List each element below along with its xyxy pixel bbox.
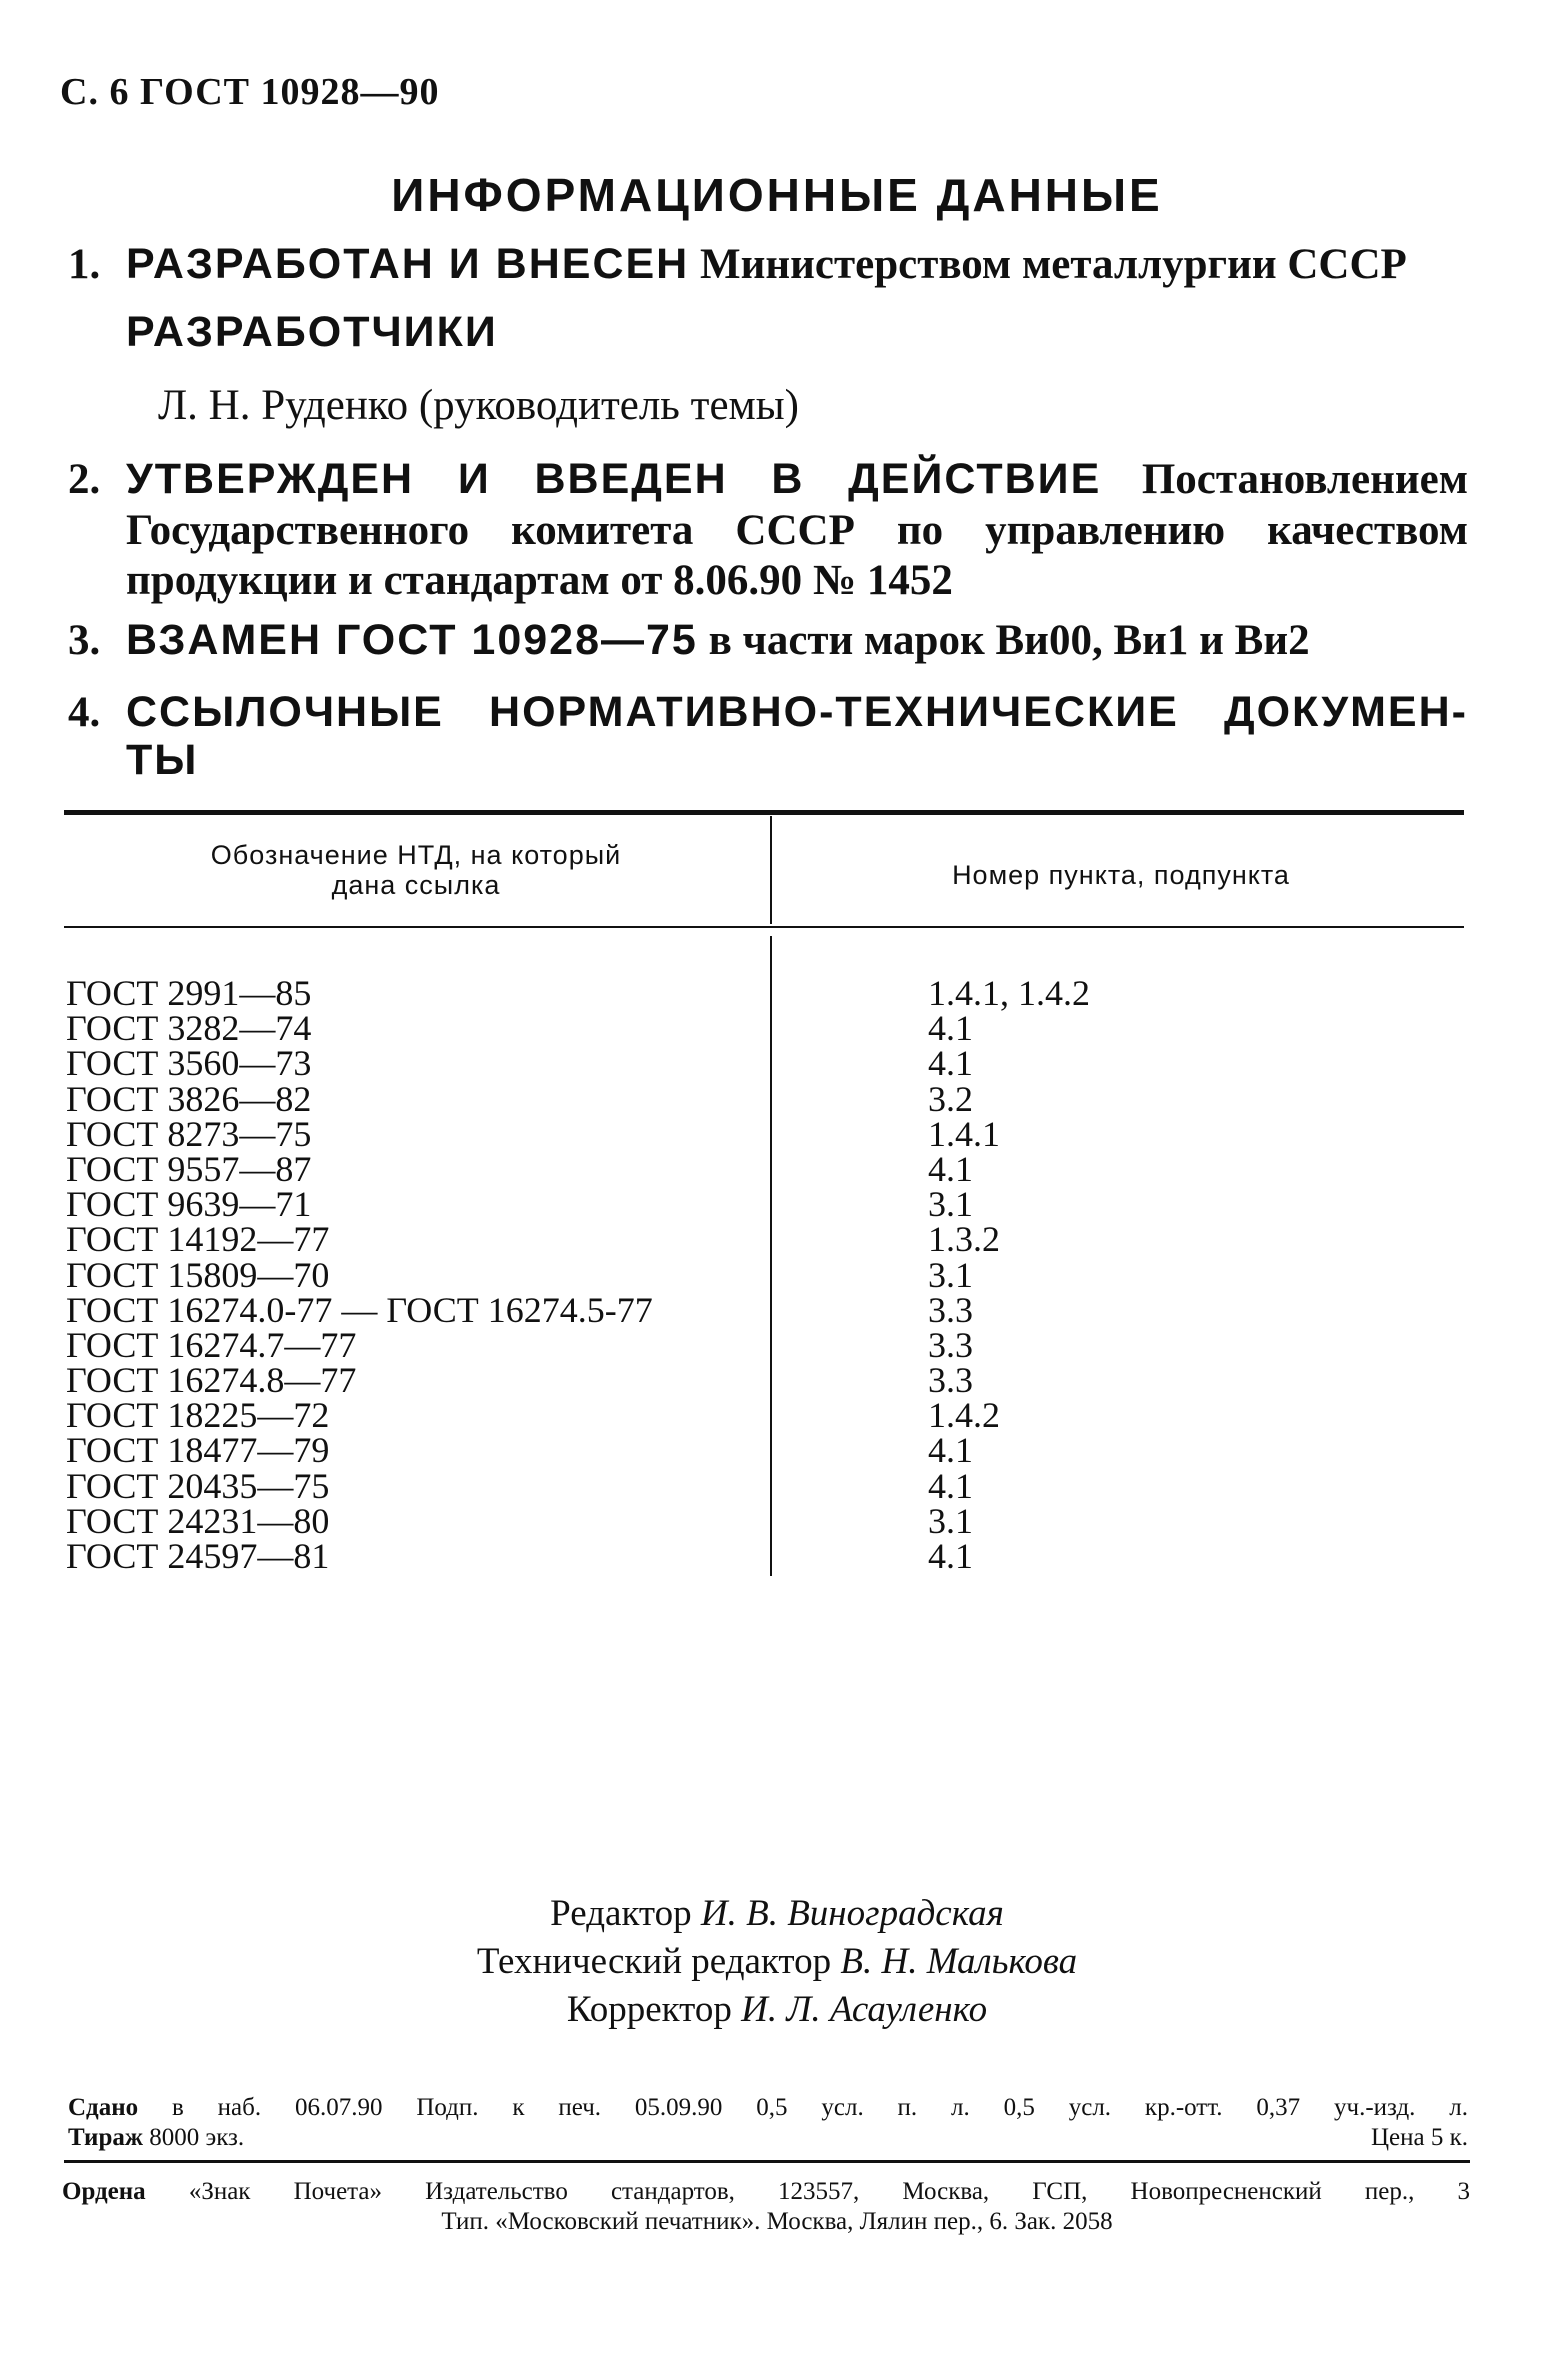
table-row: [66, 1289, 1466, 1330]
item-4-line-1: [68, 686, 1468, 739]
row-document: ГОСТ 18225—72: [66, 1395, 330, 1436]
table-row: [66, 1078, 1466, 1119]
row-clause: 4.1: [928, 1043, 973, 1084]
table-top-rule: [64, 810, 1464, 815]
table-row: [66, 1395, 1466, 1436]
row-clause: 3.3: [928, 1289, 973, 1330]
item-2-number: 2.: [68, 456, 101, 503]
tirazh-label: Тираж: [68, 2124, 143, 2151]
publisher-label: Ордена: [62, 2178, 146, 2205]
row-clause: 1.4.1: [928, 1113, 1000, 1154]
tirazh-text: 8000 экз.: [149, 2124, 245, 2151]
sdano-text: в наб. 06.07.90 Подп. к печ. 05.09.90 0,5 усл. п. л. 0,5 усл. кр.-отт. 0,37 уч.-изд. л.: [171, 2094, 1469, 2121]
row-document: ГОСТ 16274.7—77: [66, 1324, 357, 1365]
item-3-text: в части марок Ви00, Ви1 и Ви2: [708, 617, 1310, 664]
table-header-col-1: [66, 840, 766, 900]
row-clause: 1.3.2: [928, 1219, 1000, 1260]
table-header-rule: [64, 926, 1464, 928]
row-clause: 4.1: [928, 1430, 973, 1471]
table-row: [66, 1008, 1466, 1049]
page-title: ИНФОРМАЦИОННЫЕ ДАННЫЕ: [391, 169, 1163, 221]
row-document: ГОСТ 9639—71: [66, 1184, 312, 1225]
row-document: ГОСТ 3826—82: [66, 1078, 312, 1119]
row-clause: 3.2: [928, 1078, 973, 1119]
item-3-lead: ВЗАМЕН ГОСТ 10928—75: [126, 616, 698, 664]
row-document: ГОСТ 18477—79: [66, 1430, 330, 1471]
row-clause: 4.1: [928, 1008, 973, 1049]
table-row: [66, 1324, 1466, 1365]
publisher-text: «Знак Почета» Издательство стандартов, 123557, Москва, ГСП, Новопресненский пер., 3: [188, 2178, 1471, 2205]
editor-name: И. В. Виноградская: [700, 1893, 1004, 1934]
table-row: [66, 1184, 1466, 1225]
corrector-name: И. Л. Асауленко: [741, 1989, 988, 2030]
table-row: [66, 1360, 1466, 1401]
row-document: ГОСТ 8273—75: [66, 1113, 312, 1154]
row-clause: 4.1: [928, 1465, 973, 1506]
row-document: ГОСТ 24597—81: [66, 1536, 330, 1576]
tech-editor-name: В. Н. Малькова: [840, 1941, 1078, 1982]
row-document: ГОСТ 3282—74: [66, 1008, 312, 1049]
row-clause: 3.1: [928, 1500, 973, 1541]
tech-editor-label: Технический редактор: [476, 1941, 832, 1982]
row-document: ГОСТ 3560—73: [66, 1043, 312, 1084]
table-row: [66, 1148, 1466, 1189]
imprint-printer: Тип. «Московский печатник». Москва, Лялин пер., 6. Зак. 2058: [441, 2208, 1113, 2235]
developer-name: Л. Н. Руденко (руководитель темы): [158, 382, 799, 429]
row-clause: 3.3: [928, 1360, 973, 1401]
item-3: [68, 614, 1468, 667]
item-1-number: 1.: [68, 241, 101, 288]
row-clause: 4.1: [928, 1536, 973, 1576]
imprint-sdano: [68, 2092, 1468, 2123]
table-row: [66, 1113, 1466, 1154]
item-3-number: 3.: [68, 617, 101, 664]
row-document: ГОСТ 15809—70: [66, 1254, 330, 1295]
table-header-divider: [770, 816, 772, 924]
row-clause: 1.4.2: [928, 1395, 1000, 1436]
developers-heading: РАЗРАБОТЧИКИ: [126, 308, 498, 356]
item-2-text-1: Постановлением: [1141, 456, 1469, 503]
row-document: ГОСТ 9557—87: [66, 1148, 312, 1189]
table-row: [66, 1219, 1466, 1260]
row-document: ГОСТ 16274.8—77: [66, 1360, 357, 1401]
row-document: ГОСТ 20435—75: [66, 1465, 330, 1506]
item-1: [68, 238, 1468, 291]
row-clause: 1.4.1, 1.4.2: [928, 973, 1090, 1013]
col-1-header-line-1: Обозначение НТД, на который: [210, 840, 622, 870]
row-clause: 3.3: [928, 1324, 973, 1365]
table-row: [66, 1500, 1466, 1541]
item-4-number: 4.: [68, 689, 101, 736]
table-row: [66, 1254, 1466, 1295]
table-row: [66, 1465, 1466, 1506]
item-4-text-1: ССЫЛОЧНЫЕ НОРМАТИВНО-ТЕХНИЧЕСКИЕ ДОКУМЕН-: [126, 688, 1468, 736]
credits-corrector: [0, 1982, 1554, 2038]
col-1-header-line-2: дана ссылка: [331, 870, 501, 900]
row-document: ГОСТ 14192—77: [66, 1219, 330, 1260]
item-4-line-2: ТЫ: [126, 736, 199, 784]
imprint-publisher: [62, 2176, 1470, 2207]
row-document: ГОСТ 16274.0-77 — ГОСТ 16274.5-77: [66, 1289, 653, 1330]
item-2-line-1: [68, 453, 1468, 506]
sdano-label: Сдано: [68, 2094, 139, 2121]
editor-label: Редактор: [550, 1893, 692, 1934]
row-document: ГОСТ 2991—85: [66, 973, 312, 1013]
price: Цена 5 к.: [1370, 2124, 1468, 2151]
item-1-text: Министерством металлургии СССР: [700, 241, 1407, 288]
imprint-rule: [64, 2160, 1470, 2163]
table-row: [66, 1430, 1466, 1471]
item-2-line-3: продукции и стандартам от 8.06.90 № 1452: [126, 557, 953, 604]
table-header-col-2: Номер пункта, подпункта: [952, 860, 1290, 890]
table-row: [66, 973, 1466, 1013]
imprint-tirazh: [68, 2122, 1468, 2153]
table-row: [66, 1043, 1466, 1084]
corrector-label: Корректор: [566, 1989, 732, 2030]
table-row: [66, 1536, 1466, 1576]
row-document: ГОСТ 24231—80: [66, 1500, 330, 1541]
reference-table-body: [66, 973, 1466, 1576]
page-header: С. 6 ГОСТ 10928—90: [60, 71, 440, 113]
item-2-lead: УТВЕРЖДЕН И ВВЕДЕН В ДЕЙСТВИЕ: [126, 455, 1102, 503]
row-clause: 4.1: [928, 1148, 973, 1189]
row-clause: 3.1: [928, 1254, 973, 1295]
item-2-line-2: Государственного комитета СССР по управлению качеством: [126, 507, 1468, 554]
item-1-lead: РАЗРАБОТАН И ВНЕСЕН: [126, 240, 690, 288]
row-clause: 3.1: [928, 1184, 973, 1225]
